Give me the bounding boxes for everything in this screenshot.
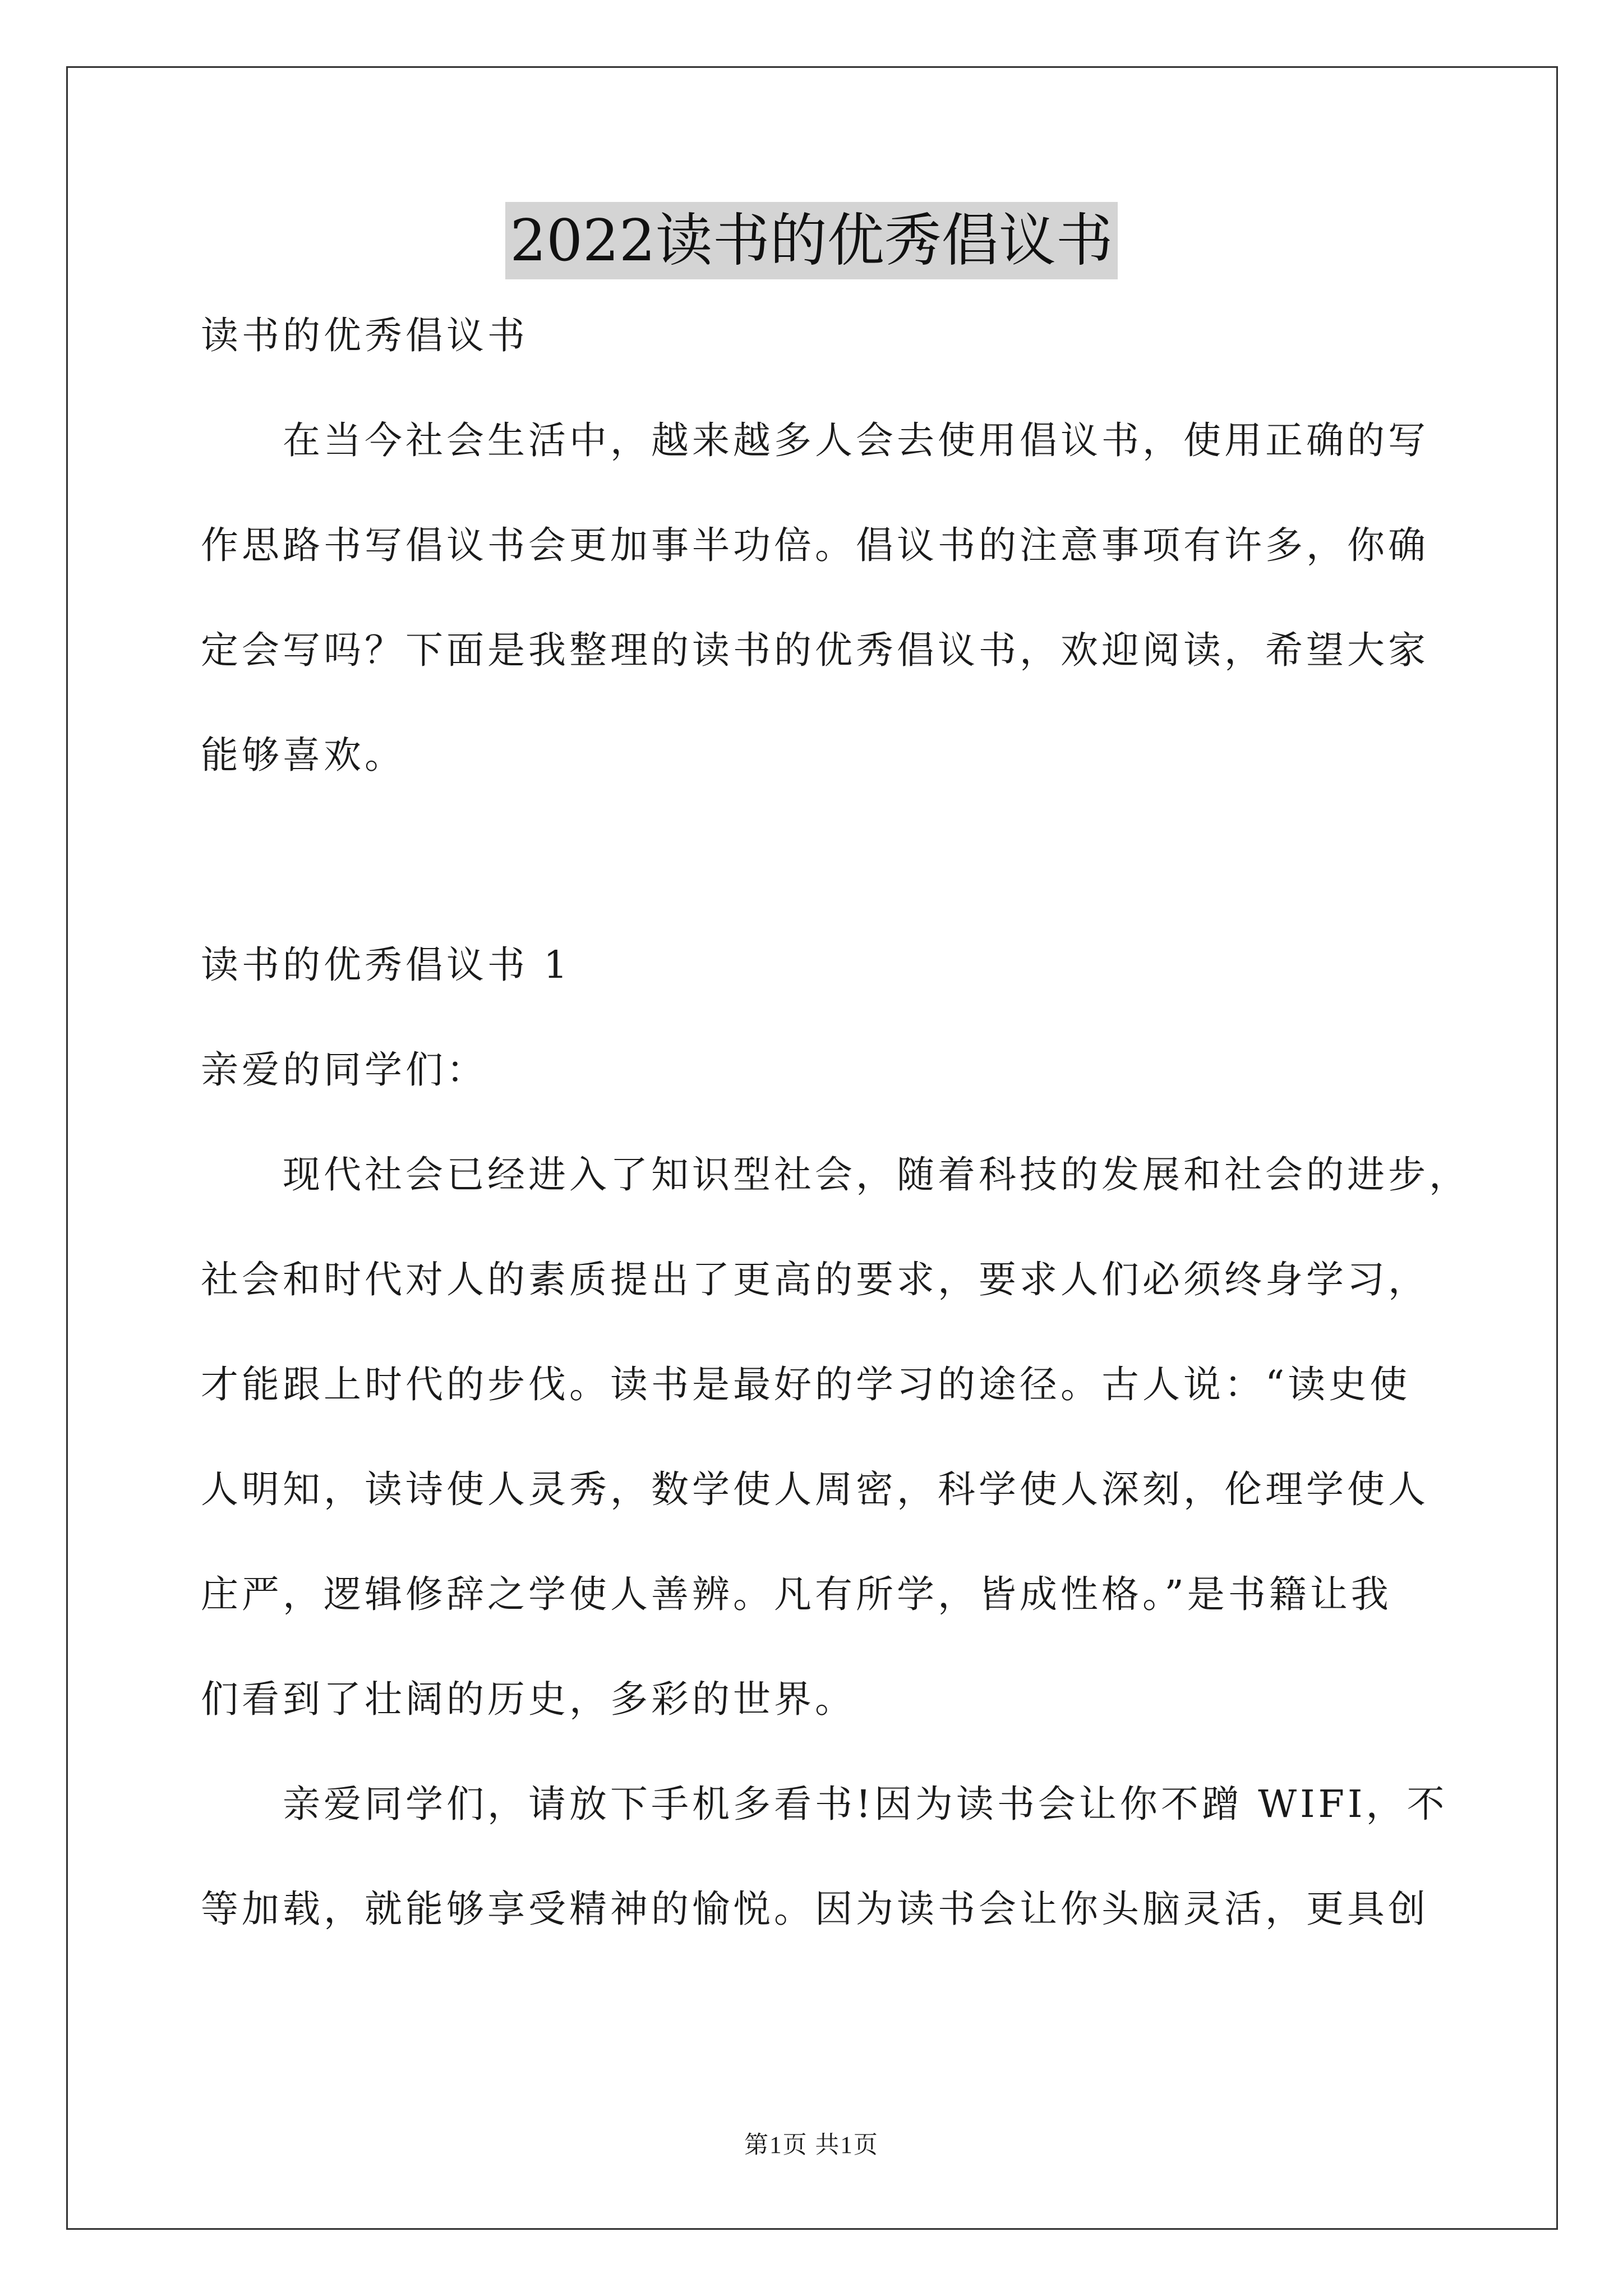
document-body (201, 307, 1470, 1986)
body-line: 定会写吗？下面是我整理的读书的优秀倡议书，欢迎阅读，希望大家 (201, 628, 1429, 672)
body-line: 作思路书写倡议书会更加事半功倍。倡议书的注意事项有许多，你确 (201, 523, 1429, 567)
body-line: 亲爱同学们，请放下手机多看书!因为读书会让你不蹭 WIFI，不 (283, 1782, 1448, 1826)
body-line: 能够喜欢。 (201, 733, 405, 777)
body-line: 等加载，就能够享受精神的愉悦。因为读书会让你头脑灵活，更具创 (201, 1887, 1429, 1931)
body-line: 才能跟上时代的步伐。读书是最好的学习的途径。古人说：“读史使 (201, 1363, 1411, 1406)
body-line: 们看到了壮阔的历史，多彩的世界。 (201, 1677, 856, 1721)
page-footer: 第1页 共1页 (744, 2132, 879, 2159)
title-container (0, 202, 1623, 279)
document-title: 2022读书的优秀倡议书 (505, 202, 1118, 279)
body-line: 读书的优秀倡议书 (201, 314, 528, 357)
body-line: 现代社会已经进入了知识型社会，随着科技的发展和社会的进步， (283, 1153, 1470, 1197)
body-line: 在当今社会生活中，越来越多人会去使用倡议书，使用正确的写 (283, 418, 1429, 462)
salutation: 亲爱的同学们： (201, 1048, 487, 1092)
body-line: 庄严，逻辑修辞之学使人善辨。凡有所学，皆成性格。”是书籍让我 (201, 1572, 1392, 1616)
section-heading: 读书的优秀倡议书 1 (201, 943, 571, 987)
body-line: 社会和时代对人的素质提出了更高的要求，要求人们必须终身学习， (201, 1258, 1429, 1301)
body-line: 人明知，读诗使人灵秀，数学使人周密，科学使人深刻，伦理学使人 (201, 1467, 1429, 1511)
blank-line (201, 832, 1435, 937)
